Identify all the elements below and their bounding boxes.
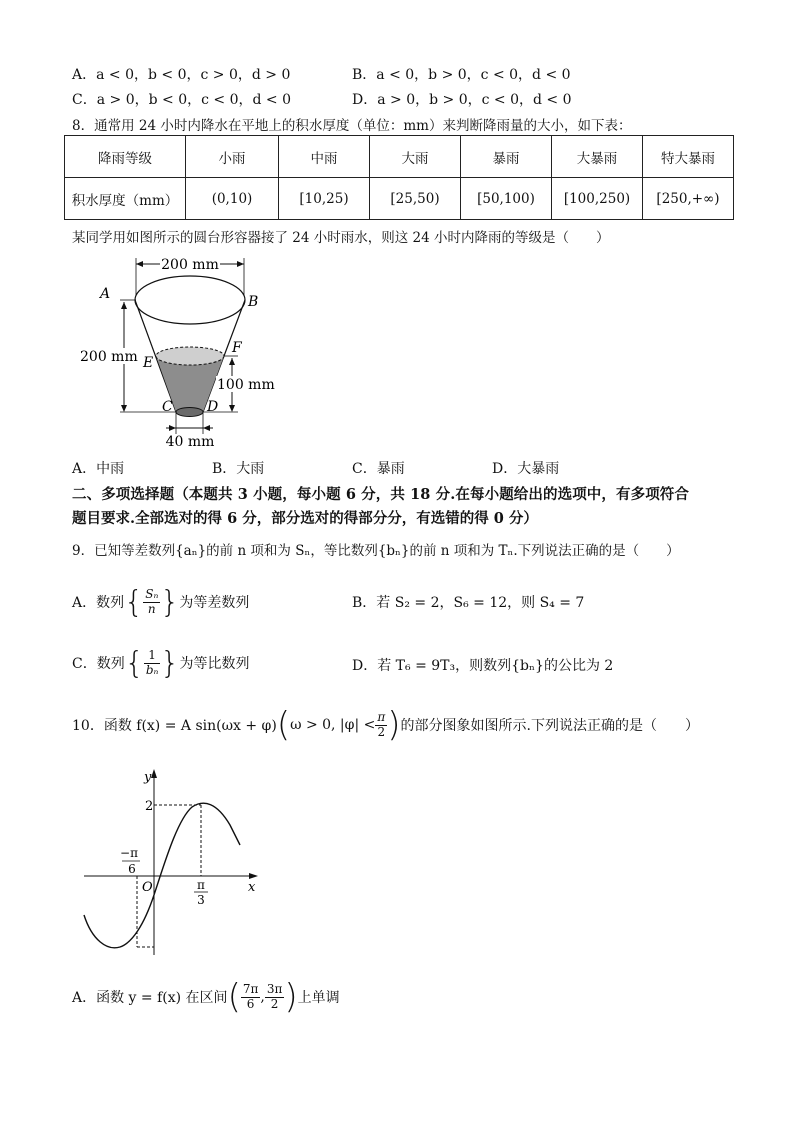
q9-option-d: D．若 T₆ = 9T₃，则数列{bₙ}的公比为 2 <box>352 658 614 674</box>
q7-option-c: C．a > 0，b < 0，c < 0，d < 0 <box>72 92 291 108</box>
fraction-denominator: 6 <box>246 996 255 1011</box>
table-cell: 暴雨 <box>461 136 552 178</box>
point-label-a: A <box>100 286 111 302</box>
q9-option-a-prefix: A．数列 <box>72 595 125 611</box>
table-cell: [50,100) <box>461 178 552 220</box>
q9-option-c <box>72 641 249 685</box>
height-dim-label: 200 mm <box>80 349 138 365</box>
sine-graph <box>82 765 262 960</box>
table-cell: [250,+∞) <box>643 178 734 220</box>
table-cell: 降雨等级 <box>65 136 186 178</box>
point-label-d: D <box>207 399 219 415</box>
fraction-denominator: n <box>147 601 156 616</box>
table-row <box>65 178 734 220</box>
water-surface <box>156 347 224 365</box>
origin-label: O <box>142 880 153 895</box>
paren-left: ( <box>276 705 291 745</box>
paren-left: ( <box>227 977 241 1017</box>
brace-left: { <box>124 645 144 681</box>
q8-stem: 8．通常用 24 小时内降水在平地上的积水厚度（单位：mm）来判断降雨量的大小，如下表： <box>72 118 632 134</box>
y-axis-arrow-icon <box>151 769 157 778</box>
q10-stem-suffix: 的部分图象如图所示.下列说法正确的是（ ） <box>400 718 699 734</box>
q10-option-a-suffix: 上单调 <box>297 990 340 1006</box>
q8-question: 某同学用如图所示的圆台形容器接了 24 小时雨水，则这 24 小时内降雨的等级是（ ） <box>72 230 610 246</box>
arrow-down-icon <box>229 405 235 412</box>
pos-tick-numerator: π <box>197 878 205 892</box>
fraction-numerator: 3π <box>266 982 283 997</box>
table-cell: 大雨 <box>370 136 461 178</box>
table-cell: [100,250) <box>552 178 643 220</box>
fraction-denominator: bₙ <box>145 662 159 677</box>
q10-stem <box>72 703 699 747</box>
q10-option-a-prefix: A．函数 y = f(x) 在区间 <box>72 990 228 1006</box>
neg-tick-numerator: −π <box>120 846 138 860</box>
table-header-row <box>65 136 734 178</box>
fraction-numerator: π <box>377 710 386 725</box>
table-cell: (0,10) <box>186 178 279 220</box>
q9-option-b: B．若 S₂ = 2，S₆ = 12，则 S₄ = 7 <box>352 595 585 611</box>
paren-right: ) <box>387 705 401 745</box>
max-value-label: 2 <box>145 799 154 814</box>
bottom-ellipse <box>176 408 203 417</box>
fraction <box>265 983 285 1010</box>
arrow-right-icon <box>237 261 244 267</box>
top-dim-label: 200 mm <box>161 257 219 273</box>
table-cell: 大暴雨 <box>552 136 643 178</box>
paren-right: ) <box>284 977 298 1017</box>
q8-option-c: C．暴雨 <box>352 461 405 477</box>
table-cell: 小雨 <box>186 136 279 178</box>
q7-option-d: D．a > 0，b > 0，c < 0，d < 0 <box>352 92 572 108</box>
q9-stem: 9．已知等差数列{aₙ}的前 n 项和为 Sₙ，等比数列{bₙ}的前 n 项和为 Tₙ.下列说法正确的是（ ） <box>72 543 680 559</box>
q10-stem-function: 10．函数 f(x) = A sin(ωx + φ) <box>72 718 277 734</box>
table-cell: [10,25) <box>279 178 370 220</box>
bottom-dim-label: 40 mm <box>165 434 215 450</box>
fraction-denominator: 2 <box>377 724 386 739</box>
fraction-numerator: 7π <box>242 982 259 997</box>
q10-option-a: A．函数 y = f(x) 在区间 ( $\frac{7\pi}{6}$ , $\frac{3\pi}{2}$ ) 上单调 <box>72 977 340 1017</box>
water-dim-label: 100 mm <box>217 377 275 393</box>
q8-option-d: D．大暴雨 <box>492 461 560 477</box>
q9-option-a-suffix: 为等差数列 <box>179 595 250 611</box>
table-cell: 特大暴雨 <box>643 136 734 178</box>
fraction <box>241 983 261 1010</box>
arrow-up-icon <box>121 302 127 309</box>
arrow-right-icon <box>169 425 176 431</box>
table-cell: 积水厚度（mm） <box>65 178 186 220</box>
fraction <box>143 588 160 615</box>
q8-option-a: A．中雨 <box>72 461 125 477</box>
fraction <box>144 649 161 676</box>
top-ellipse <box>135 276 245 324</box>
table-cell: [25,50) <box>370 178 461 220</box>
q10-condition: ω > 0, |φ| < <box>290 717 376 733</box>
arrow-left-icon <box>203 425 210 431</box>
point-label-f: F <box>232 340 242 356</box>
point-label-c: C <box>162 399 173 415</box>
section-2-title-line1: 二、多项选择题（本题共 3 小题，每小题 6 分，共 18 分.在每小题给出的选项中，有多项符合 <box>72 486 689 503</box>
y-axis-label: y <box>144 770 152 785</box>
brace-right: } <box>160 645 180 681</box>
q9-option-c-prefix: C．数列 <box>72 656 125 672</box>
fraction-denominator: 2 <box>270 996 279 1011</box>
point-label-b: B <box>248 294 259 310</box>
q9-option-a <box>72 580 249 624</box>
arrow-left-icon <box>136 261 143 267</box>
arrow-down-icon <box>121 405 127 412</box>
rainfall-table <box>64 135 734 220</box>
q8-option-b: B．大雨 <box>212 461 265 477</box>
table-cell: 中雨 <box>279 136 370 178</box>
fraction-numerator: 1 <box>144 649 161 663</box>
arrow-up-icon <box>229 358 235 365</box>
fraction <box>375 711 387 738</box>
brace-right: } <box>160 584 180 620</box>
brace-left: { <box>124 584 144 620</box>
q7-option-b: B．a < 0，b > 0，c < 0，d < 0 <box>352 67 571 83</box>
section-2-title-line2: 题目要求.全部选对的得 6 分，部分选对的得部分分，有选错的得 0 分） <box>72 510 538 527</box>
x-axis-label: x <box>248 880 256 895</box>
frustum-figure <box>76 250 286 450</box>
x-axis-arrow-icon <box>249 873 258 879</box>
fraction-numerator: Sₙ <box>145 587 159 602</box>
q7-option-a: A．a < 0，b < 0，c > 0，d > 0 <box>72 67 291 83</box>
neg-tick-denominator: 6 <box>128 862 136 876</box>
q9-option-c-suffix: 为等比数列 <box>179 656 250 672</box>
pos-tick-denominator: 3 <box>197 893 205 907</box>
point-label-e: E <box>143 355 154 371</box>
